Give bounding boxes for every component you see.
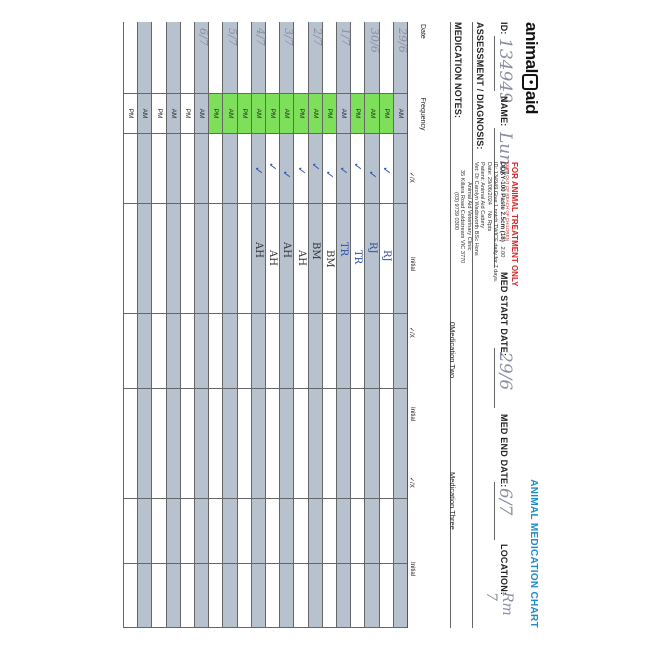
entry-cell[interactable] bbox=[152, 204, 165, 314]
entry-cell[interactable] bbox=[124, 314, 137, 389]
entry-cell[interactable] bbox=[351, 389, 364, 499]
entry-cell[interactable] bbox=[181, 314, 194, 389]
table-row bbox=[137, 22, 151, 628]
initial-header-three: Initial bbox=[409, 562, 415, 577]
frequency-cell: PM bbox=[181, 94, 194, 134]
entry-cell[interactable] bbox=[152, 134, 165, 204]
initials-signature: TR bbox=[352, 250, 364, 265]
frequency-cell: AM bbox=[309, 94, 322, 134]
entry-cell[interactable] bbox=[266, 389, 279, 499]
frequency-cell: PM bbox=[209, 94, 222, 134]
entry-cell[interactable] bbox=[195, 389, 208, 499]
frequency-cell: AM bbox=[138, 94, 151, 134]
check-mark: ✓ bbox=[365, 170, 379, 180]
date-cell bbox=[351, 22, 364, 94]
initials-signature: RJ bbox=[380, 250, 392, 262]
entry-cell[interactable] bbox=[394, 204, 407, 314]
medication-form bbox=[123, 22, 553, 628]
entry-cell[interactable] bbox=[195, 314, 208, 389]
entry-cell[interactable] bbox=[195, 204, 208, 314]
entry-cell[interactable] bbox=[365, 314, 378, 389]
initials-signature: AH bbox=[281, 242, 293, 258]
entry-cell[interactable] bbox=[238, 314, 251, 389]
entry-cell[interactable] bbox=[152, 499, 165, 564]
date-cell: 1/7 bbox=[337, 22, 350, 94]
entry-cell[interactable] bbox=[294, 314, 307, 389]
entry-cell[interactable] bbox=[365, 389, 378, 499]
table-row bbox=[322, 22, 336, 628]
frequency-cell: AM bbox=[167, 94, 180, 134]
paw-icon: ● bbox=[522, 74, 538, 90]
check-mark: ✓ bbox=[280, 170, 294, 180]
entry-cell[interactable] bbox=[309, 564, 322, 628]
date-cell bbox=[266, 22, 279, 94]
entry-cell[interactable] bbox=[309, 389, 322, 499]
frequency-column-header: Frequency bbox=[419, 97, 427, 131]
entry-cell[interactable] bbox=[223, 564, 236, 628]
entry-cell[interactable] bbox=[323, 389, 336, 499]
date-cell bbox=[167, 22, 180, 94]
entry-cell[interactable] bbox=[195, 564, 208, 628]
entry-cell[interactable] bbox=[323, 314, 336, 389]
entry-cell[interactable] bbox=[323, 134, 336, 204]
entry-cell[interactable] bbox=[223, 314, 236, 389]
entry-cell[interactable] bbox=[138, 134, 151, 204]
entry-cell[interactable] bbox=[365, 204, 378, 314]
entry-cell[interactable] bbox=[138, 499, 151, 564]
entry-cell[interactable] bbox=[124, 204, 137, 314]
check-mark: ✓ bbox=[379, 166, 393, 176]
entry-cell[interactable] bbox=[365, 134, 378, 204]
frequency-cell: PM bbox=[152, 94, 165, 134]
check-header-three: ✓/X bbox=[408, 477, 414, 488]
med-end-value: 6/7 bbox=[495, 488, 515, 516]
table-row bbox=[279, 22, 296, 628]
date-cell bbox=[152, 22, 165, 94]
entry-cell[interactable] bbox=[167, 314, 180, 389]
table-row bbox=[308, 22, 322, 628]
check-mark: ✓ bbox=[323, 170, 336, 180]
entry-cell[interactable] bbox=[380, 314, 393, 389]
table-row bbox=[251, 22, 265, 628]
initials-signature: BM bbox=[324, 250, 335, 268]
date-cell: 4/7 bbox=[252, 22, 265, 94]
table-row bbox=[293, 22, 307, 628]
entry-cell[interactable] bbox=[252, 204, 265, 314]
entry-cell[interactable] bbox=[138, 314, 151, 389]
entry-cell[interactable] bbox=[337, 564, 350, 628]
entry-cell[interactable] bbox=[252, 389, 265, 499]
initial-header-two: Initial bbox=[409, 407, 415, 422]
initials-signature: AH bbox=[295, 250, 307, 266]
entry-cell[interactable] bbox=[351, 564, 364, 628]
entry-cell[interactable] bbox=[124, 389, 137, 499]
table-row bbox=[208, 22, 222, 628]
entry-cell[interactable] bbox=[266, 564, 279, 628]
entry-cell[interactable] bbox=[152, 389, 165, 499]
entry-cell[interactable] bbox=[394, 314, 407, 389]
entry-cell[interactable] bbox=[294, 389, 307, 499]
entry-cell[interactable] bbox=[280, 134, 293, 204]
entry-cell[interactable] bbox=[280, 499, 293, 564]
table-row bbox=[151, 22, 165, 628]
entry-cell[interactable] bbox=[223, 499, 236, 564]
frequency-cell: AM bbox=[195, 94, 208, 134]
initials-signature: RJ bbox=[366, 242, 378, 254]
entry-cell[interactable] bbox=[337, 389, 350, 499]
entry-cell[interactable] bbox=[167, 134, 180, 204]
entry-cell[interactable] bbox=[294, 564, 307, 628]
date-cell: 6/7 bbox=[195, 22, 208, 94]
entry-cell[interactable] bbox=[351, 314, 364, 389]
date-cell bbox=[380, 22, 393, 94]
entry-cell[interactable] bbox=[380, 499, 393, 564]
entry-cell[interactable] bbox=[124, 499, 137, 564]
date-cell bbox=[138, 22, 151, 94]
notes-field: MEDICATION NOTES: bbox=[453, 22, 463, 119]
entry-cell[interactable] bbox=[167, 499, 180, 564]
entry-cell[interactable] bbox=[252, 564, 265, 628]
entry-cell[interactable] bbox=[209, 389, 222, 499]
frequency-cell: PM bbox=[380, 94, 393, 134]
entry-cell[interactable] bbox=[337, 204, 350, 314]
frequency-cell: PM bbox=[266, 94, 279, 134]
entry-cell[interactable] bbox=[209, 134, 222, 204]
frequency-cell: PM bbox=[351, 94, 364, 134]
location-value: Rm 7 bbox=[483, 592, 515, 616]
date-cell: 29/6 bbox=[394, 22, 407, 94]
frequency-cell: AM bbox=[280, 94, 293, 134]
entry-cell[interactable] bbox=[266, 314, 279, 389]
initials-signature: TR bbox=[338, 242, 350, 257]
check-mark: ✓ bbox=[337, 166, 351, 176]
entry-cell[interactable] bbox=[309, 499, 322, 564]
entry-cell[interactable] bbox=[294, 499, 307, 564]
entry-cell[interactable] bbox=[223, 204, 236, 314]
table-row bbox=[123, 22, 137, 628]
entry-cell[interactable] bbox=[323, 499, 336, 564]
entry-cell[interactable] bbox=[238, 134, 251, 204]
date-cell bbox=[181, 22, 194, 94]
entry-cell[interactable] bbox=[238, 499, 251, 564]
table-row bbox=[364, 22, 381, 628]
entry-cell[interactable] bbox=[280, 314, 293, 389]
check-mark: ✓ bbox=[351, 162, 365, 172]
date-cell: 2/7 bbox=[309, 22, 322, 94]
entry-cell[interactable] bbox=[138, 389, 151, 499]
entry-cell[interactable] bbox=[195, 134, 208, 204]
entry-cell[interactable] bbox=[181, 134, 194, 204]
date-cell: 30/6 bbox=[365, 22, 378, 94]
entry-cell[interactable] bbox=[209, 314, 222, 389]
frequency-cell: PM bbox=[124, 94, 137, 134]
medication-grid: Date Frequency FOR ANIMAL TREATMENT ONLY KEEP OUT OF REACH OF CHILDREN DOXY-100 Paste 2.5cm (18) 2.00 ID: 134949 Give 1 notch TWICE daily for 7 days. Date: 29/06/2024 No Rpts Patient: Animal Aid Cattery Vet: Dr Carolyn Wadsworth BSc Hons Animal Aid Veterinary Clinic 35 Killara Road Coldstream VIC 3770 (03) 9739 0300 0Medication Two Medication Three ✓/X Initial ✓/X Initial ✓/X Initial 29/6 AM PM ✓ RJ 30/6 AM ✓ RJ PM ✓ TR 1/7 AM ✓ TR PM ✓ BM 2/7 AM ✓ BM PM ✓ AH 3/7 AM ✓ AH PM ✓ AH 4/7 AM ✓ AH PM 5/7 AM PM 6/7 AM PM AM PM AM PM bbox=[122, 22, 408, 628]
table-row bbox=[222, 22, 239, 628]
assessment-field: ASSESSMENT / DIAGNOSIS: bbox=[475, 22, 485, 150]
entry-cell[interactable] bbox=[280, 564, 293, 628]
check-mark: ✓ bbox=[308, 162, 322, 172]
entry-cell[interactable] bbox=[223, 134, 236, 204]
entry-cell[interactable] bbox=[365, 564, 378, 628]
table-row bbox=[393, 22, 407, 628]
med-start-value: 29/6 bbox=[495, 352, 515, 391]
entry-cell[interactable] bbox=[209, 564, 222, 628]
entry-cell[interactable] bbox=[238, 204, 251, 314]
entry-cell[interactable] bbox=[124, 134, 137, 204]
table-row bbox=[166, 22, 180, 628]
frequency-cell: AM bbox=[337, 94, 350, 134]
frequency-cell: AM bbox=[365, 94, 378, 134]
frequency-cell: PM bbox=[323, 94, 336, 134]
pharmacy-label: FOR ANIMAL TREATMENT ONLY KEEP OUT OF REACH OF CHILDREN DOXY-100 Paste 2.5cm (18) 2.00 ID: 134949 Give 1 notch TWICE daily for 7 days. Date: 29/06/2024 No Rpts Patient: Animal Aid Cattery Vet: Dr Carolyn Wadsworth BSc Hons Animal Aid Veterinary Clinic 35 Killara Road Coldstream VIC 3770 (03) 9739 0300 bbox=[452, 162, 519, 287]
entry-cell[interactable] bbox=[252, 499, 265, 564]
entry-cell[interactable] bbox=[394, 564, 407, 628]
check-mark: ✓ bbox=[252, 166, 265, 176]
table-row bbox=[265, 22, 279, 628]
entry-cell[interactable] bbox=[238, 564, 251, 628]
table-row bbox=[180, 22, 194, 628]
entry-cell[interactable] bbox=[209, 499, 222, 564]
check-header-two: ✓/X bbox=[408, 327, 414, 338]
medication-two-header: 0Medication Two bbox=[448, 322, 457, 379]
entry-cell[interactable] bbox=[138, 204, 151, 314]
entry-cell[interactable] bbox=[337, 499, 350, 564]
entry-cell[interactable] bbox=[394, 134, 407, 204]
entry-cell[interactable] bbox=[337, 314, 350, 389]
entry-cell[interactable] bbox=[209, 204, 222, 314]
date-cell bbox=[323, 22, 336, 94]
medication-three-header: Medication Three bbox=[448, 472, 457, 530]
entry-cell[interactable] bbox=[323, 564, 336, 628]
date-cell: 3/7 bbox=[280, 22, 293, 94]
table-row bbox=[379, 22, 393, 628]
entry-cell[interactable] bbox=[380, 564, 393, 628]
entry-cell[interactable] bbox=[181, 389, 194, 499]
entry-cell[interactable] bbox=[152, 314, 165, 389]
entry-cell[interactable] bbox=[252, 314, 265, 389]
date-column-header: Date bbox=[419, 24, 427, 39]
entry-cell[interactable] bbox=[181, 564, 194, 628]
check-mark: ✓ bbox=[294, 166, 308, 176]
initials-signature: AH bbox=[253, 242, 264, 258]
date-cell bbox=[209, 22, 222, 94]
frequency-cell: PM bbox=[294, 94, 307, 134]
entry-cell[interactable] bbox=[124, 564, 137, 628]
entry-cell[interactable] bbox=[181, 499, 194, 564]
header-fields: ID: 134949 NAME: Luna MED START DATE: 29/6 MED END DATE: 6/7 LOCATION: Rm 7 bbox=[491, 22, 515, 628]
entry-cell[interactable] bbox=[351, 499, 364, 564]
date-cell bbox=[294, 22, 307, 94]
entry-cell[interactable] bbox=[238, 389, 251, 499]
table-row bbox=[336, 22, 353, 628]
date-cell bbox=[124, 22, 137, 94]
frequency-cell: AM bbox=[223, 94, 236, 134]
initials-signature: BM bbox=[309, 242, 321, 260]
frequency-cell: AM bbox=[252, 94, 265, 134]
table-row bbox=[237, 22, 251, 628]
entry-cell[interactable] bbox=[309, 314, 322, 389]
frequency-cell: AM bbox=[394, 94, 407, 134]
entry-cell[interactable] bbox=[167, 204, 180, 314]
name-value: Luna bbox=[495, 132, 515, 176]
date-cell bbox=[238, 22, 251, 94]
initials-signature: AH bbox=[267, 250, 279, 266]
entry-cell[interactable] bbox=[223, 389, 236, 499]
table-row bbox=[350, 22, 364, 628]
entry-cell[interactable] bbox=[195, 499, 208, 564]
entry-cell[interactable] bbox=[394, 389, 407, 499]
date-cell: 5/7 bbox=[223, 22, 236, 94]
entry-cell[interactable] bbox=[394, 499, 407, 564]
id-value: 134949 bbox=[495, 38, 515, 103]
entry-cell[interactable] bbox=[138, 564, 151, 628]
frequency-cell: PM bbox=[238, 94, 251, 134]
chart-title: ANIMAL MEDICATION CHART bbox=[528, 479, 539, 628]
check-mark: ✓ bbox=[266, 162, 280, 172]
entry-cell[interactable] bbox=[167, 389, 180, 499]
entry-cell[interactable] bbox=[167, 564, 180, 628]
entry-cell[interactable] bbox=[152, 564, 165, 628]
entry-cell[interactable] bbox=[365, 499, 378, 564]
table-row bbox=[194, 22, 211, 628]
entry-cell[interactable] bbox=[266, 499, 279, 564]
entry-cell[interactable] bbox=[181, 204, 194, 314]
animal-aid-logo: animal●aid bbox=[522, 22, 541, 114]
entry-cell[interactable] bbox=[380, 389, 393, 499]
entry-cell[interactable] bbox=[280, 204, 293, 314]
entry-cell[interactable] bbox=[280, 389, 293, 499]
